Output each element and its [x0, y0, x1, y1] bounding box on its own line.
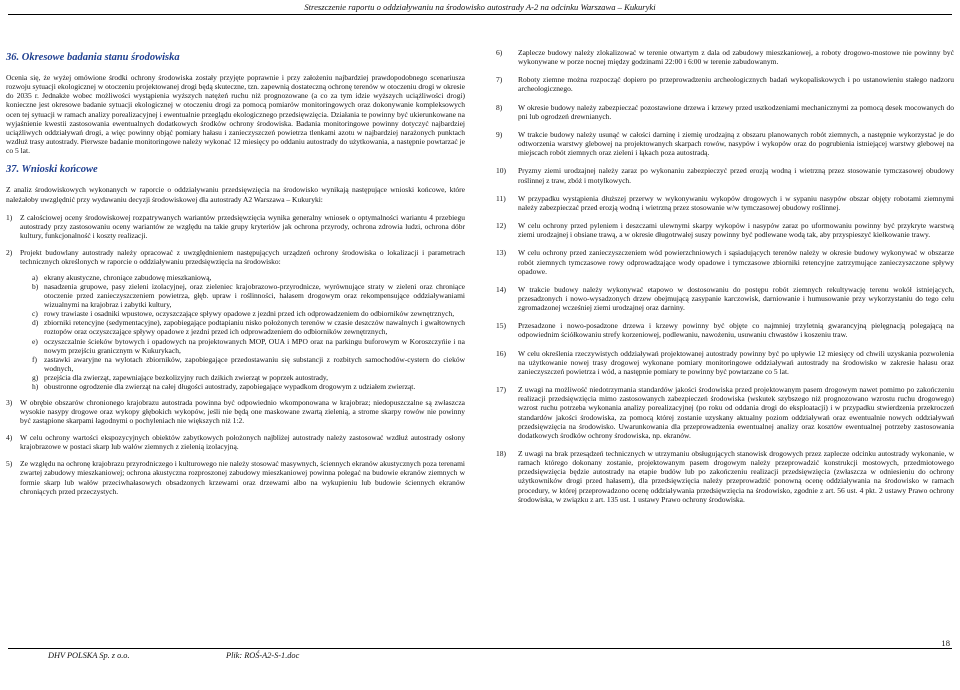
- list-item-text: W celu ochrony przed pyleniem i deszczami ulewnymi skarpy wykopów i nasypów zaraz po uformowaniu powinny być przykryte warstwą ziemi urodzajnej i obsiane trawą, a w okresie długotrwałej suszy powinny być podlewane wodą tak, aby przyspieszyć kiełkowanie trawy.: [518, 221, 954, 240]
- section-36-paragraph: Ocenia się, że wyżej omówione środki ochrony środowiska zostały przyjęte poprawnie i przy założeniu najbardziej prawdopodobnego scenariusza rozwoju sytuacji ekologicznej w otoczeniu projektowanej drogi będą skuteczne, tzn. zapewnią dostateczną ochronę terenów w otoczeniu drogi w okresie do 2035 r. Jednakże wobec możliwości wystąpienia wyższych natężeń ruchu niż prognozowane (a co za tym idzie wyższych uciążliwości drogi) konieczne jest okresowe badanie sytuacji ekologicznej w otoczeniu drogi za pomocą pomiarów monitoringowych oraz dokonywanie kompleksowych ocen tej sytuacji w ramach analizy porealizacyjnej i ewentualnie przeglądu ekologicznego przedsięwzięcia. Działania te powinny być ukierunkowane na wyjaśnienie kwestii zastosowania ewentualnych dodatkowych środków ochrony środowiska. Badania monitoringowe powinny dotyczyć najbardziej uciążliwych oddziaływań drogi, a więc powinny objąć pomiary hałasu i zanieczyszczeń powietrza tlenkami azotu w najbardziej narażonych punktach wzdłuż trasy autostrady. Pierwsze badanie monitoringowe należy wykonać 12 miesięcy po oddaniu autostrady do użytkowania, a następnie powtarzać je co 5 lat.: [6, 73, 465, 156]
- list-item: [496, 321, 954, 339]
- list-item-text: Roboty ziemne można rozpocząć dopiero po przeprowadzeniu archeologicznych badań wykopaliskowych i po ustanowieniu stałego nadzoru archeologicznego.: [518, 75, 954, 94]
- sub-item-text: zastawki awaryjne na wylotach zbiorników, zapobiegające przedostawaniu się substancji z rozbitych samochodów-cystern do cieków wodnych,: [44, 354, 465, 374]
- list-item-number: 16): [496, 348, 506, 358]
- sub-item-text: rowy trawiaste i osadniki wpustowe, oczyszczające spływy opadowe z jezdni przed ich odprowadzeniem do odbiorników zewnętrznych,: [44, 309, 455, 319]
- list-item-text: Z uwagi na możliwość niedotrzymania standardów jakości środowiska przed projektowanym pasem drogowym nawet pomimo po zakończeniu realizacji przedsięwzięcia mimo zastosowanych zabezpieczeń środowiska (wskutek szybszego niż prognozowano wzrostu ruchu drogowego) wzrost ruchu potrzeba wykonania analizy porealizacyjnej (po roku od oddania drogi do eksploatacji) i w przypadku stwierdzenia przekroczeń standardów jakości środowiska, za pomocą której zostanie uzyskany aktualny poziom oddziaływań oraz ewentualnie nowych oddziaływań przedsięwzięcia na środowisko. Uwarunkowania dla przeprowadzenia ewentualnej analizy oraz kosztów ewentualnej potrzeby zastosowania dodatkowych środków ochrony środowiska, np. ekranów.: [518, 385, 954, 440]
- section-37-intro: Z analiz środowiskowych wykonanych w raporcie o oddziaływaniu przedsięwzięcia na środowisko wynikają następujące wnioski końcowe, które należałoby uwzględnić przy wydawaniu decyzji środowiskowej dla autostrady A2 Warszawa – Kukuryki:: [6, 185, 465, 204]
- footer-company: DHV POLSKA Sp. z o.o.: [48, 651, 130, 660]
- list-item: [496, 385, 954, 440]
- sub-item-text: ekrany akustyczne, chroniące zabudowę mieszkaniową,: [44, 272, 212, 282]
- sub-item-letter: h): [32, 382, 39, 392]
- sub-list-item: [32, 273, 465, 282]
- sub-item-text: przejścia dla zwierząt, zapewniające bezkolizyjny ruch dzikich zwierząt w poprzek autostrady,: [44, 373, 328, 383]
- list-item-number: 13): [496, 248, 506, 258]
- list-item: [6, 459, 465, 496]
- sub-item-letter: g): [32, 373, 39, 383]
- sub-item-letter: b): [32, 281, 39, 291]
- list-item-text: W trakcie budowy należy wykonywać etapowo w dostosowaniu do postępu robót ziemnych rekultywację terenu wokół istniejących, przesadzonych i nowo-wysadzonych drzew obejmującą zasypanie karczowisk, darniowanie i humusowanie przy wykorzystaniu do tego celu zgromadzonej wcześniej ziemi urodzajnej oraz darniny.: [518, 284, 954, 313]
- list-item-number: 7): [496, 75, 503, 85]
- section-37-heading: 37. Wnioski końcowe: [6, 164, 98, 176]
- list-item-number: 12): [496, 221, 506, 231]
- sub-item-letter: a): [32, 272, 38, 282]
- list-item-text: Ze względu na ochronę krajobrazu przyrodniczego i kulturowego nie należy stosować masywnych, ściennych ekranów akustycznych poza terenami zwartej zabudowy mieszkaniowej; ochrona akustyczna rozproszonej zabudowy mieszkaniowej powinna polegać na budowie ekranów ziemnych w formie skarp lub wałów przeciwhałasowych obsadzonych krzewami oraz drzewami albo na wykupieniu lub budowie ściennych ekranów chroniących przed przeczystych.: [20, 459, 465, 496]
- list-item-text: W okresie budowy należy zabezpieczać pozostawione drzewa i krzewy przed uszkodzeniami mechanicznymi za pomocą desek mocowanych do pni lub ogrodzeń drewnianych.: [518, 102, 954, 121]
- list-item: [496, 449, 954, 504]
- list-item-number: 1): [6, 212, 13, 222]
- list-item-number: 4): [6, 433, 13, 442]
- list-item-number: 2): [6, 248, 13, 258]
- list-item: [6, 433, 465, 451]
- list-item: [496, 130, 954, 157]
- sub-item-letter: c): [32, 309, 38, 319]
- list-item: [496, 248, 954, 275]
- sub-item-letter: d): [32, 318, 39, 328]
- list-item-number: 17): [496, 385, 506, 395]
- right-column: [496, 48, 954, 513]
- sub-list-item: [32, 355, 465, 373]
- sub-item-text: nasadzenia grupowe, pasy zieleni izolacyjnej, oraz zieleniec krajobrazowo-przyrodnicze, wyrównujące straty w zieleni oraz chroniące otoczenie przed zanieczyszczeniem powietrza, głęb. upraw i roślinności, hałasem drogowym oraz rekompensujące oddziaływaniami wizualnymi na krajobraz i zabytki kultury,: [44, 281, 465, 309]
- list-item-text: W celu określenia rzeczywistych oddziaływań projektowanej autostrady powinny być po upływie 12 miesięcy od chwili uzyskania pozwolenia na użytkowanie nowej trasy drogowej wykonane pomiary monitoringowe oddziaływań autostrady na środowisko w zakresie hałasu oraz zanieczyszczeń powietrza i wód, a następnie pomiary te powinny być powtarzane co 5 lat.: [518, 348, 954, 376]
- sub-list-item: [32, 337, 465, 355]
- list-item-text: Z całościowej oceny środowiskowej rozpatrywanych wariantów przedsięwzięcia wynika generalny wniosek o optymalności wariantu 4 przebiegu autostrady przy zastosowaniu oceny wariantów ze względu na takie grupy kryteriów jak ochrona przyrody, ochrona zdrowia ludzi, ochrona dóbr kultury, funkcjonalność i koszty realizacji.: [20, 212, 465, 241]
- list-item: [496, 166, 954, 184]
- list-item-text: Projekt budowlany autostrady należy opracować z uwzględnieniem następujących urządzeń ochrony środowiska o lokalizacji i parametrach technicznych określonych w raporcie o oddziaływaniu przedsięwzięcia na środowisko:: [20, 248, 465, 267]
- footer-filename: Plik: ROŚ-A2-S-1.doc: [226, 651, 300, 660]
- list-item-number: 9): [496, 129, 503, 139]
- list-item-number: 11): [496, 193, 506, 203]
- list-item-number: 8): [496, 102, 503, 112]
- left-column: [6, 46, 465, 504]
- list-item: [496, 285, 954, 312]
- list-item-text: W obrębie obszarów chronionego krajobrazu autostrada powinna być odpowiednio wkomponowana w krajobraz; niedopuszczalne są zwłaszcza wysokie nasypy drogowe oraz wykopy głębokich wykopów, jeśli nie będą one maskowane zwartą zielenią, a strome skarpy rowów nie powinny być zastąpione skarpami łagodnymi o pochyleniach nie większych niż 1:2.: [20, 397, 465, 425]
- list-item-number: 15): [496, 321, 506, 331]
- list-item: [496, 48, 954, 66]
- footer-rule: [8, 648, 952, 649]
- sub-item-text: obustronne ogrodzenie dla zwierząt na całej długości autostrady, zapobiegające wypadkom drogowym z udziałem zwierząt.: [44, 382, 416, 392]
- list-item-number: 3): [6, 397, 13, 407]
- list-item: [496, 194, 954, 212]
- list-item-text: Pryzmy ziemi urodzajnej należy zaraz po wykonaniu zabezpieczyć przed erozją wodną i wietrzną przez stosowanie tymczasowej obudowy roślinnej z traw, zbóż i motylkowych.: [518, 166, 954, 185]
- sub-item-letter: f): [32, 354, 37, 364]
- sub-item-letter: e): [32, 336, 38, 346]
- list-item-number: 18): [496, 449, 506, 458]
- list-item: [6, 248, 465, 266]
- list-item: [496, 349, 954, 376]
- list-item-text: W trakcie budowy należy usunąć w całości darninę i ziemię urodzajną z obszaru planowanych robót ziemnych, a następnie wykorzystać je do odtworzenia warstwy glebowej na projektowanych skarpach rowów, nasypów i wykopów oraz do pogrubienia istniejącej warstwy glebowej na miejscach robót ziemnych oraz zieleni i łąkach poza autostradą.: [518, 129, 954, 158]
- list-item-text: Z uwagi na brak przesądzeń technicznych w utrzymaniu obsługujących stanowisk drogowych przez zaplecze odcinku autostrady wykonanie, w ramach którego dokonany zostanie, projektowanym pasem drogowym należy przeprowadzić konstrukcji mostowych, przedmiotowego przedsięwzięcia będzie autostrady na etapie budów lub po zakończeniu realizacji przedsięwzięcia (zwłaszcza w odniesieniu do ochrony użytkowników drogi przed hałasem), dla przedsięwzięcia należy przeprowadzić ponowną ocenę oddziaływania na środowisko w ramach procedury, w której przeprowadzono ocenę oddziaływania przedsięwzięcia na środowisko, zgodnie z art. 56 ust. 4 pkt. 2 ustawy Prawo ochrony środowiska, w związku z art. 135 ust. 1 ustawy Prawo ochrony środowiska.: [518, 449, 954, 504]
- list-item-number: 5): [6, 459, 13, 469]
- list-item: [496, 221, 954, 239]
- list-item-number: 6): [496, 48, 503, 57]
- list-item-text: Zaplecze budowy należy zlokalizować w terenie otwartym z dala od zabudowy mieszkaniowej, a roboty drogowo-mostowe nie powinny być wykonywane w porze nocnej między godzinami 22:00 i 6:00 w terenie zabudowanym.: [518, 48, 954, 67]
- sub-list-item: [32, 309, 465, 318]
- list-item-text: W przypadku wystąpienia dłuższej przerwy w wykonywaniu wykopów drogowych i w sypaniu nasypów obszar objęty robotami ziemnymi należy zabezpieczać przed erozją wodną i wietrzną przez stosowanie w/w tymczasowej obudowy roślinnej.: [518, 193, 954, 212]
- list-item-number: 10): [496, 166, 506, 176]
- list-item-number: 14): [496, 284, 506, 294]
- page-number: 18: [941, 638, 950, 648]
- sub-list-item: [32, 318, 465, 336]
- list-item: [496, 75, 954, 93]
- sub-list-item: [32, 382, 465, 391]
- section-36-heading: 36. Okresowe badania stanu środowiska: [6, 52, 180, 63]
- sub-list: [6, 273, 465, 392]
- list-item: [6, 398, 465, 425]
- sub-item-text: oczyszczalnie ścieków bytowych i opadowych na projektowanych MOP, OUA i MPO oraz na parkingu buforowym w Koroszczyńie i na nowym przejściu granicznym w Kukurykach,: [44, 336, 465, 355]
- header-rule: [8, 14, 952, 15]
- list-item-text: W celu ochrony wartości ekspozycyjnych obiektów zabytkowych położonych najbliżej autostrady należy zastosować wzdłuż autostrady osłony krajobrazowe w postaci skarp lub wałów ziemnych z zielenią izolacyjną.: [20, 433, 465, 452]
- sub-item-text: zbiorniki retencyjne (sedymentacyjne), zapobiegające podtapianiu nisko położonych terenów w czasie deszczów nawalnych i gwałtownych roztopów oraz oczyszczające spływy opadowe z jezdni przed ich odprowadzeniem do odbiorników zewnętrznych,: [44, 318, 465, 337]
- page-header: Streszczenie raportu o oddziaływaniu na środowisko autostrady A-2 na odcinku Warszawa – Kukuryki: [304, 2, 656, 12]
- sub-list-item: [32, 282, 465, 309]
- list-item: [496, 103, 954, 121]
- list-item: [6, 213, 465, 240]
- list-item-text: W celu ochrony przed zanieczyszczeniem wód powierzchniowych i sąsiadujących terenów należy w okresie budowy wykonywać w obszarze robót ziemnych tymczasowe rowy odprowadzające wody opadowe i tymczasowe zbiorniki retencyjne zatrzymujące zanieczyszczone spływy opadowe.: [518, 248, 954, 276]
- list-item-text: Przesadzone i nowo-posadzone drzewa i krzewy powinny być objęte co najmniej trzyletnią gwarancyjną pielęgnacją polegającą na odpowiednim ściółkowaniu strefy korzeniowej, podlewaniu, nawożeniu, usuwaniu chwastów i koszeniu traw.: [518, 321, 954, 340]
- sub-list-item: [32, 373, 465, 382]
